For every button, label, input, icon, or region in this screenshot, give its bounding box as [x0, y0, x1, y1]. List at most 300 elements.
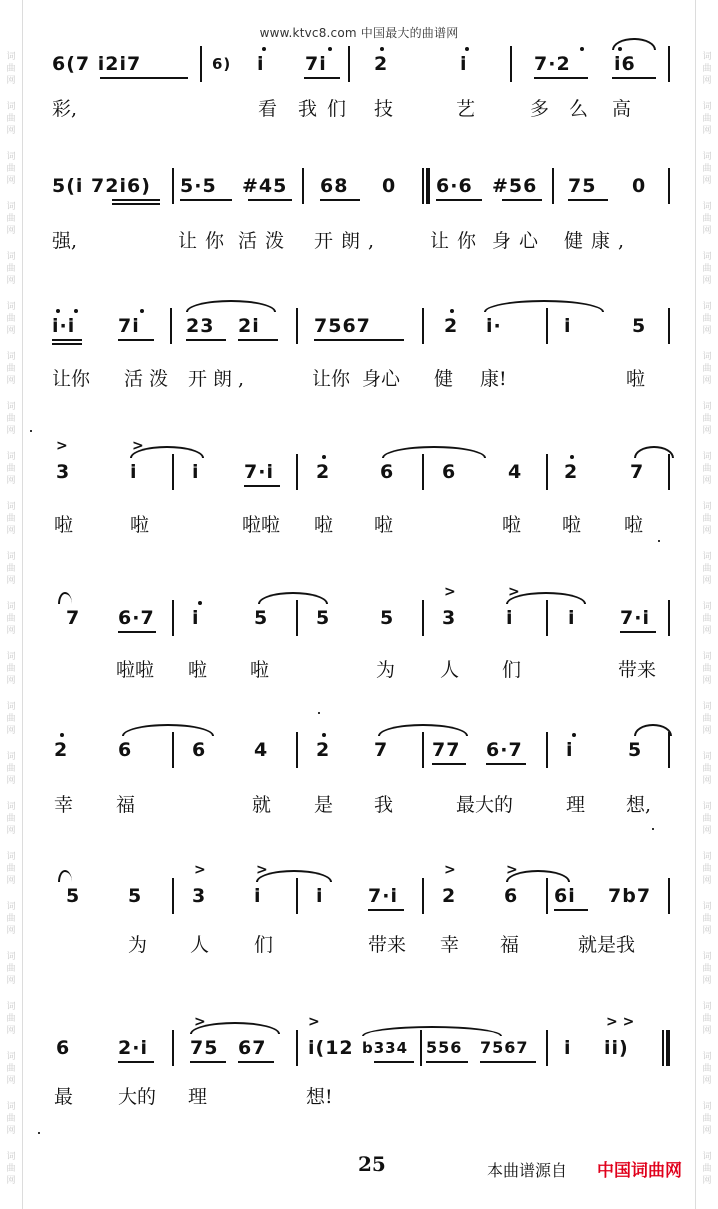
rest: 0: [382, 175, 397, 197]
lyric: 们: [502, 659, 522, 681]
lyric: 让你: [430, 230, 485, 252]
watermark-char: 曲: [6, 814, 16, 824]
watermark-char: 网: [6, 226, 16, 236]
watermark-char: 网: [702, 1026, 712, 1036]
note-group: 6·7: [486, 739, 523, 761]
watermark-char: 曲: [6, 664, 16, 674]
lyric: 让你: [52, 368, 91, 390]
beam: [118, 339, 154, 341]
note-group: i(12: [308, 1037, 354, 1059]
beam: [180, 199, 232, 201]
watermark-char: 词: [6, 1002, 16, 1012]
watermark-char: 曲: [6, 914, 16, 924]
watermark-char: 词: [702, 202, 712, 212]
watermark-char: 网: [702, 276, 712, 286]
watermark-char: 网: [6, 76, 16, 86]
barline: [668, 46, 670, 82]
site-header: www.ktvc8.com 中国最大的曲谱网: [259, 26, 459, 40]
beam: [432, 763, 466, 765]
slur: [258, 592, 328, 604]
watermark-char: 曲: [702, 114, 712, 124]
watermark-char: 网: [702, 876, 712, 886]
watermark-char: 词: [6, 1152, 16, 1162]
lyric: 最大的: [456, 794, 514, 816]
lyric: 啦: [314, 514, 334, 536]
note-group: 2·i: [118, 1037, 148, 1059]
note-group: ii): [604, 1037, 629, 1059]
watermark-char: 曲: [702, 864, 712, 874]
watermark-char: 词: [6, 702, 16, 712]
watermark-char: 词: [6, 102, 16, 112]
watermark-char: 网: [702, 976, 712, 986]
watermark-char: 词: [702, 702, 712, 712]
note-group: 75: [568, 175, 597, 197]
octave-dot: [465, 47, 469, 51]
lyric: 活泼: [124, 368, 175, 390]
lyric: 福: [116, 794, 136, 816]
note: 3: [56, 461, 71, 483]
beam: [112, 203, 160, 205]
note: 2: [316, 739, 331, 761]
note-group: 7567: [480, 1038, 529, 1057]
lyric: 我: [374, 794, 394, 816]
beam: [502, 199, 542, 201]
watermark-char: 词: [6, 652, 16, 662]
lyric: 理: [566, 794, 586, 816]
lyric: 就: [252, 794, 272, 816]
barline: [172, 732, 174, 768]
watermark-char: 网: [6, 976, 16, 986]
note-group: 6·7: [118, 607, 155, 629]
watermark-char: 曲: [6, 114, 16, 124]
watermark-char: 网: [702, 326, 712, 336]
watermark-char: 词: [702, 52, 712, 62]
note: i: [564, 315, 572, 337]
watermark-char: 曲: [702, 214, 712, 224]
watermark-char: 网: [6, 126, 16, 136]
lyrics-line-2: [52, 226, 672, 256]
lyrics-line-1: [52, 94, 672, 124]
watermark-char: 网: [702, 576, 712, 586]
watermark-char: 曲: [6, 614, 16, 624]
lyric: 幸: [440, 934, 460, 956]
note: 4: [508, 461, 523, 483]
barline: [422, 308, 424, 344]
slur: [382, 446, 486, 458]
beam: [190, 1061, 226, 1063]
lyric: 让你: [312, 368, 351, 390]
barline: [296, 878, 298, 914]
lyric: 强,: [52, 230, 78, 252]
lyrics-line-3: [52, 364, 672, 394]
beam: [52, 339, 82, 341]
speck: [38, 1132, 40, 1134]
beam: [238, 339, 278, 341]
octave-dot: [198, 601, 202, 605]
beam: [486, 763, 526, 765]
note-group: 77: [432, 739, 461, 761]
beam: [554, 909, 588, 911]
barline: [296, 1030, 298, 1066]
lyric: 理: [188, 1086, 208, 1108]
beam: [426, 1061, 468, 1063]
speck: [30, 430, 32, 432]
note-group: 7b7: [608, 885, 652, 907]
note: 2: [442, 885, 457, 907]
left-watermark-strip: [0, 0, 23, 1209]
beam: [100, 77, 188, 79]
lyric: 就是我: [578, 934, 636, 956]
watermark-char: 网: [6, 1176, 16, 1186]
watermark-char: 曲: [6, 564, 16, 574]
speck: [658, 540, 660, 542]
barline: [172, 168, 174, 204]
watermark-char: 网: [6, 826, 16, 836]
note-group: 7·i: [244, 461, 274, 483]
accent-mark: >: [132, 438, 144, 454]
watermark-char: 词: [6, 452, 16, 462]
watermark-char: 曲: [6, 964, 16, 974]
watermark-char: 网: [6, 526, 16, 536]
lyric: 啦: [626, 368, 646, 390]
barline: [668, 600, 670, 636]
watermark-char: 曲: [6, 1114, 16, 1124]
watermark-char: 网: [6, 726, 16, 736]
lyric: 啦: [54, 514, 74, 536]
notation-line-3: [52, 306, 680, 346]
accent-mark: >: [444, 584, 456, 600]
beam: [612, 77, 656, 79]
barline: [172, 878, 174, 914]
beam: [368, 909, 404, 911]
note: 2: [444, 315, 459, 337]
watermark-char: 网: [6, 576, 16, 586]
watermark-char: 网: [702, 126, 712, 136]
barline: [546, 454, 548, 490]
beam: [436, 199, 482, 201]
barline: [546, 1030, 548, 1066]
note: 6: [442, 461, 457, 483]
watermark-char: 曲: [6, 714, 16, 724]
watermark-char: 曲: [6, 1064, 16, 1074]
watermark-char: 网: [702, 476, 712, 486]
barline: [420, 1030, 422, 1066]
watermark-char: 网: [6, 426, 16, 436]
note: 4: [254, 739, 269, 761]
lyric: 幸: [54, 794, 74, 816]
watermark-char: 曲: [702, 614, 712, 624]
watermark-char: 网: [702, 176, 712, 186]
octave-dot: [74, 309, 78, 313]
notation-line-8: [52, 1014, 680, 1068]
lyric: 开朗,: [188, 368, 251, 390]
notation-line-4: [52, 438, 680, 492]
watermark-char: 词: [6, 1052, 16, 1062]
barline: [172, 600, 174, 636]
beam: [186, 339, 226, 341]
barline: [668, 454, 670, 490]
note: i: [506, 607, 514, 629]
lyric: 人: [440, 659, 460, 681]
lyrics-line-7: [52, 930, 672, 960]
watermark-char: 曲: [6, 314, 16, 324]
watermark-char: 词: [702, 852, 712, 862]
crescendo-line: [362, 1026, 502, 1036]
note-group: 7i: [305, 53, 327, 75]
watermark-char: 网: [702, 376, 712, 386]
watermark-char: 曲: [6, 1014, 16, 1024]
watermark-char: 网: [702, 226, 712, 236]
note-group: i6: [614, 53, 636, 75]
beam: [112, 199, 160, 201]
note: 5: [380, 607, 395, 629]
note: 2: [564, 461, 579, 483]
watermark-char: 网: [6, 376, 16, 386]
lyrics-line-5: [52, 655, 672, 685]
watermark-char: 曲: [6, 764, 16, 774]
note: 6: [504, 885, 519, 907]
watermark-char: 网: [702, 826, 712, 836]
barline: [296, 732, 298, 768]
lyric: 人: [190, 934, 210, 956]
watermark-char: 网: [702, 526, 712, 536]
accent-mark: >: [506, 862, 518, 878]
lyric: 啦: [250, 659, 270, 681]
octave-dot: [140, 309, 144, 313]
barline: [422, 600, 424, 636]
slur: [122, 724, 214, 736]
lyric: 健康,: [564, 230, 633, 252]
lyrics-line-6: [52, 790, 672, 820]
note-group: 556: [426, 1038, 463, 1057]
page-number: 25: [358, 1152, 386, 1176]
note: 2: [54, 739, 69, 761]
note: i: [192, 461, 200, 483]
lyric: 啦: [502, 514, 522, 536]
lyric: 我们: [298, 98, 357, 120]
barline: [422, 732, 424, 768]
lyric: 啦啦: [242, 514, 281, 536]
barline: [296, 454, 298, 490]
accent-mark: >: [56, 438, 68, 454]
watermark-char: 曲: [702, 1064, 712, 1074]
watermark-char: 词: [6, 902, 16, 912]
octave-dot: [322, 455, 326, 459]
watermark-char: 词: [702, 152, 712, 162]
note: i: [130, 461, 138, 483]
beam: [534, 77, 588, 79]
accent-mark: >: [444, 862, 456, 878]
lyric: 技: [374, 98, 394, 120]
note: i: [316, 885, 324, 907]
note: i: [460, 53, 468, 75]
note-group: 6·6: [436, 175, 473, 197]
watermark-char: 曲: [6, 514, 16, 524]
lyric: 康!: [480, 368, 507, 390]
note: 5: [632, 315, 647, 337]
octave-dot: [60, 733, 64, 737]
lyric: 健: [434, 368, 454, 390]
right-watermark-strip: [695, 0, 718, 1209]
note-group: 5·5: [180, 175, 217, 197]
note: 5: [66, 885, 81, 907]
beam: [320, 199, 360, 201]
notation-line-6: [52, 730, 680, 770]
note-group: #56: [492, 175, 538, 197]
watermark-char: 词: [6, 352, 16, 362]
watermark-char: 曲: [6, 264, 16, 274]
lyric: 彩,: [52, 98, 78, 120]
lyric: 啦: [188, 659, 208, 681]
beam: [238, 1061, 274, 1063]
note: 6: [56, 1037, 71, 1059]
watermark-char: 网: [702, 1076, 712, 1086]
note: i: [257, 53, 265, 75]
slur: [58, 870, 72, 882]
lyric: 是: [314, 794, 334, 816]
note: 7: [374, 739, 389, 761]
lyric: 想!: [306, 1086, 333, 1108]
watermark-char: 曲: [6, 64, 16, 74]
watermark-char: 词: [702, 552, 712, 562]
watermark-char: 网: [702, 726, 712, 736]
watermark-char: 曲: [702, 564, 712, 574]
watermark-char: 网: [702, 426, 712, 436]
barline: [170, 308, 172, 344]
note-group: b334: [362, 1039, 409, 1057]
beam: [374, 1061, 414, 1063]
watermark-char: 词: [6, 952, 16, 962]
watermark-char: 曲: [702, 964, 712, 974]
note: 5: [316, 607, 331, 629]
watermark-char: 网: [702, 676, 712, 686]
watermark-char: 曲: [702, 664, 712, 674]
lyric: 身心: [362, 368, 401, 390]
lyric: 啦: [624, 514, 644, 536]
watermark-char: 曲: [702, 714, 712, 724]
slur: [484, 300, 604, 312]
watermark-char: 词: [702, 1052, 712, 1062]
lyric: 为: [128, 934, 148, 956]
watermark-char: 曲: [702, 64, 712, 74]
note: 5: [254, 607, 269, 629]
octave-dot: [572, 733, 576, 737]
notation-line-1: [52, 44, 680, 84]
watermark-char: 词: [6, 302, 16, 312]
watermark-char: 词: [6, 752, 16, 762]
watermark-char: 网: [702, 1176, 712, 1186]
beam: [620, 631, 656, 633]
barline: [296, 308, 298, 344]
note-group: 75: [190, 1037, 219, 1059]
watermark-char: 网: [6, 626, 16, 636]
watermark-char: 网: [702, 626, 712, 636]
watermark-char: 曲: [6, 864, 16, 874]
watermark-char: 词: [702, 602, 712, 612]
barline: [302, 168, 304, 204]
lyric: 最: [54, 1086, 74, 1108]
slur: [634, 724, 672, 736]
octave-dot: [262, 47, 266, 51]
watermark-char: 曲: [702, 314, 712, 324]
lyric: 们: [254, 934, 274, 956]
watermark-char: 词: [6, 52, 16, 62]
beam: [52, 343, 82, 345]
octave-dot: [570, 455, 574, 459]
watermark-char: 词: [6, 502, 16, 512]
watermark-char: 网: [702, 776, 712, 786]
barline: [510, 46, 512, 82]
lyric: 想,: [626, 794, 652, 816]
beam: [480, 1061, 536, 1063]
watermark-char: 曲: [702, 764, 712, 774]
watermark-char: 曲: [702, 414, 712, 424]
note-group: 2i: [238, 315, 260, 337]
beam: [248, 199, 292, 201]
note-group: #45: [242, 175, 288, 197]
note-group: 6(7 i2i7: [52, 53, 142, 75]
barline: [546, 308, 548, 344]
watermark-char: 词: [6, 602, 16, 612]
beam: [244, 485, 280, 487]
watermark-char: 词: [6, 1102, 16, 1112]
note-group: i·i: [52, 315, 76, 337]
watermark-char: 网: [6, 676, 16, 686]
watermark-char: 词: [702, 1102, 712, 1112]
octave-dot: [580, 47, 584, 51]
note-group: 68: [320, 175, 349, 197]
watermark-char: 词: [6, 152, 16, 162]
accent-mark: > >: [606, 1014, 635, 1030]
final-barline: [662, 1030, 670, 1066]
watermark-char: 网: [702, 926, 712, 936]
note: 7: [66, 607, 81, 629]
watermark-char: 曲: [702, 1014, 712, 1024]
beam: [568, 199, 608, 201]
octave-dot: [380, 47, 384, 51]
barline: [422, 454, 424, 490]
watermark-char: 网: [6, 1026, 16, 1036]
watermark-char: 曲: [702, 164, 712, 174]
lyric: 身心: [492, 230, 547, 252]
octave-dot: [450, 309, 454, 313]
watermark-char: 曲: [6, 1164, 16, 1174]
beam: [118, 631, 156, 633]
watermark-char: 网: [6, 276, 16, 286]
lyric: 啦: [130, 514, 150, 536]
note: i: [566, 739, 574, 761]
note: 6: [118, 739, 133, 761]
footer-source-name: 中国词曲网: [597, 1161, 682, 1181]
barline: [668, 308, 670, 344]
lyric: 大的: [118, 1086, 157, 1108]
watermark-char: 词: [6, 852, 16, 862]
watermark-char: 网: [702, 1126, 712, 1136]
note-group: 7·i: [368, 885, 398, 907]
watermark-char: 网: [6, 1076, 16, 1086]
note-group: 23: [186, 315, 215, 337]
watermark-char: 词: [702, 102, 712, 112]
note-group: 7i: [118, 315, 140, 337]
watermark-char: 曲: [6, 214, 16, 224]
lyrics-line-4: [52, 510, 672, 540]
barline: [200, 46, 202, 82]
note-group: 67: [238, 1037, 267, 1059]
note-group: 6i: [554, 885, 576, 907]
note: 6: [192, 739, 207, 761]
speck: [652, 828, 654, 830]
watermark-char: 曲: [702, 814, 712, 824]
